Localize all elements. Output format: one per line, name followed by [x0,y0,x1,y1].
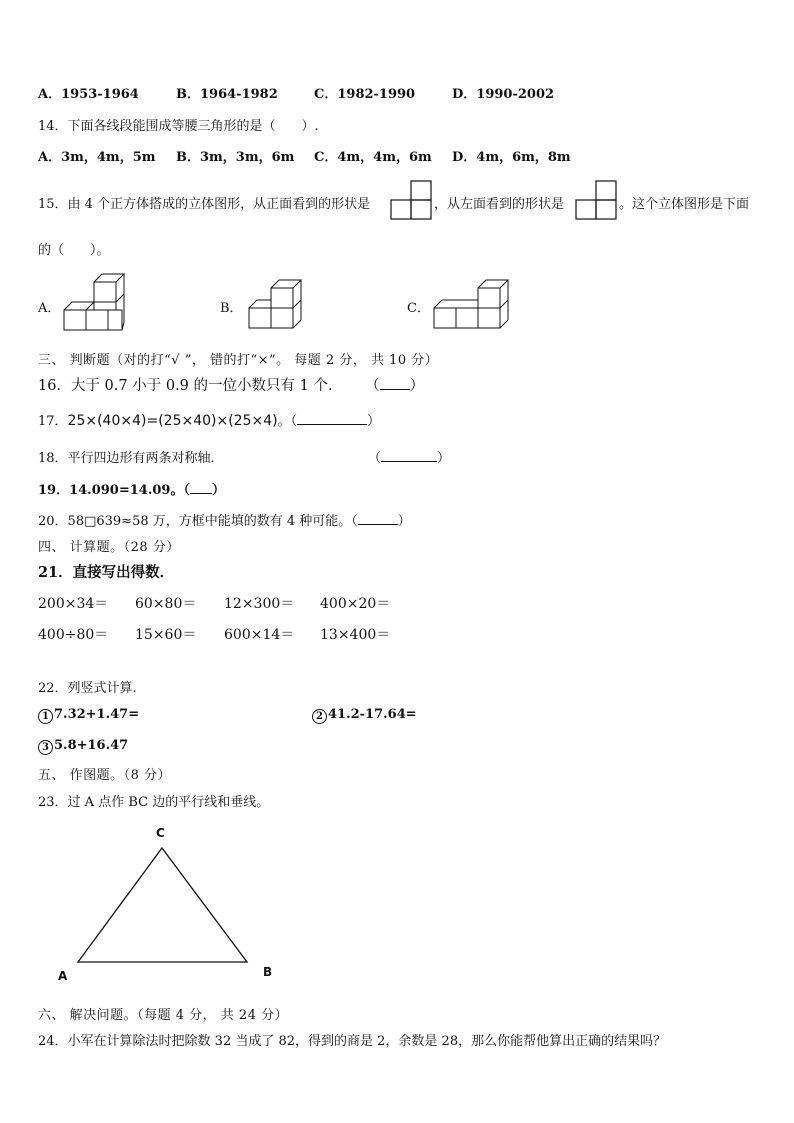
q23-stem: 23．过 A 点作 BC 边的平行线和垂线。 [38,795,270,810]
paren-close: ） [367,414,381,429]
section-5-heading: 五、 作图题。（8 分） [38,768,172,783]
q24-stem: 24．小军在计算除法时把除数 32 当成了 82，得到的商是 2，余数是 28，那么你能帮他算出正确的结果吗？ [38,1034,667,1049]
paren-close: ） [211,483,225,498]
circled-number-1: 1 [38,709,53,724]
paren-close: ） [409,378,425,394]
q21-item: 15×60＝ [135,627,197,643]
q21-item: 600×14＝ [224,627,295,643]
q15-stem-a: 15．由 4 个正方体搭成的立体图形，从正面看到的形状是 [38,197,371,212]
vertex-label-a: A [58,969,68,983]
vertex-label-c: C [156,826,165,840]
q21-item: 400÷80＝ [38,627,109,643]
q15-stem-b: ，从左面看到的形状是 [434,197,565,212]
q13-option-c: C．1982-1990 [314,87,416,102]
paren-close: ） [437,451,451,466]
vertex-label-b: B [263,965,273,979]
q21-item: 60×80＝ [135,596,197,612]
q17-number: 17． [38,414,68,429]
q15-option-a-label: A． [38,301,61,316]
q21-stem: 21．直接写出得数． [38,564,175,581]
q17-end: 。（ [277,414,298,429]
q18-stem: 18．平行四边形有两条对称轴． [38,451,224,466]
section-3-heading: 三、 判断题（对的打“√ ”， 错的打“×”。 每题 2 分， 共 10 分） [38,353,439,368]
q21-item: 400×20＝ [320,596,391,612]
q14-option-b: B．3m，3m，6m [176,150,295,165]
q14-option-c: C．4m，4m，6m [314,150,432,165]
q16-stem: 16．大于 0.7 小于 0.9 的一位小数只有 1 个． [38,378,343,394]
q21-item: 13×400＝ [320,627,391,643]
q15-stem-c: 。这个立体图形是下面 [619,197,750,212]
q19-stem: 19．14.090=14.09。（ [38,483,190,498]
triangle-shape [78,848,247,962]
paren-open: （ [365,378,380,394]
section-4-heading: 四、 计算题。（28 分） [38,540,180,555]
q15-option-b-label: B． [220,301,243,316]
q14-option-a: A．3m，4m，5m [38,150,156,165]
q20-stem: 20．58□639≈58 万，方框中能填的数有 4 种可能。（ [38,514,358,529]
paren-open: （ [368,451,382,466]
section-6-heading: 六、 解决问题。（每题 4 分， 共 24 分） [38,1008,289,1023]
q17-expression: 25×(40×4)=(25×40)×(25×4) [67,413,278,429]
q22-item-3-expr: 5.8+16.47 [54,738,129,753]
q22-item-2-expr: 41.2-17.64= [328,707,417,722]
circled-number-3: 3 [38,740,53,755]
q13-option-b: B．1964-1982 [176,87,278,102]
q21-item: 12×300＝ [224,596,295,612]
q21-item: 200×34＝ [38,596,109,612]
paren-close: ） [397,514,411,529]
q14-stem: 14．下面各线段能围成等腰三角形的是（ ）. [38,119,319,134]
q13-option-d: D．1990-2002 [452,87,555,102]
q15-stem-d: 的（ ）。 [38,243,110,258]
q22-stem: 22．列竖式计算. [38,681,137,696]
q15-option-c-label: C． [407,301,430,316]
q22-item-1-expr: 7.32+1.47= [54,707,140,722]
circled-number-2: 2 [312,709,327,724]
q14-option-d: D．4m，6m，8m [452,150,571,165]
q13-option-a: A．1953-1964 [38,87,139,102]
